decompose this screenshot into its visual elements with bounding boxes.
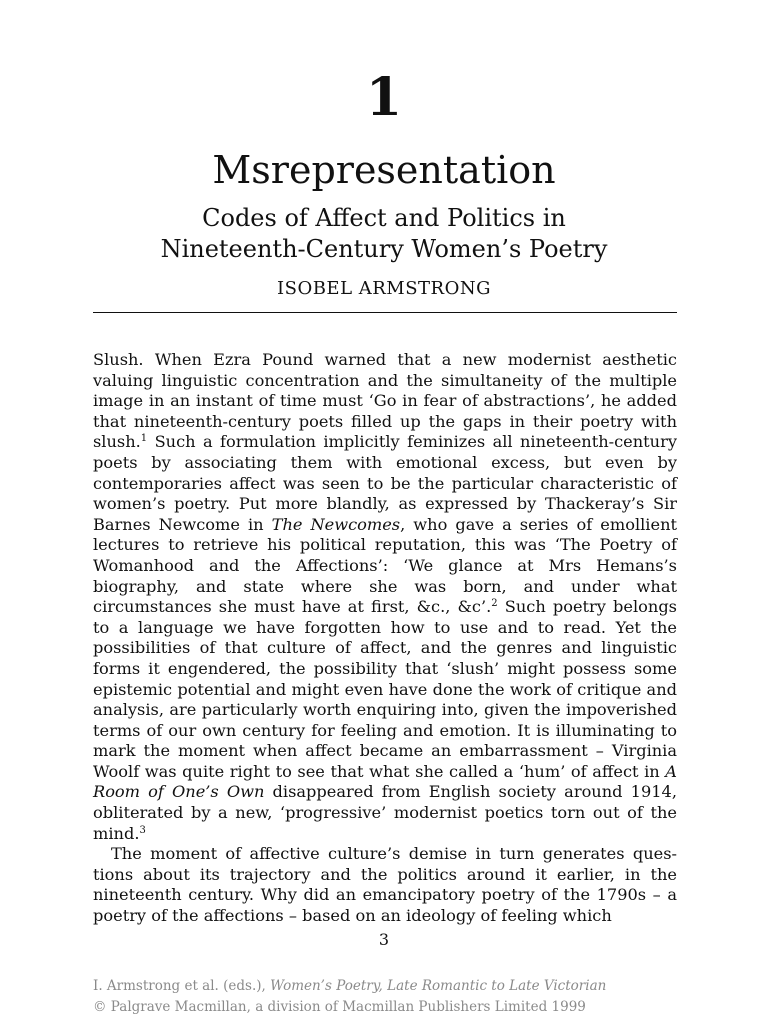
paragraph-1 (93, 350, 677, 844)
text-run: Slush. When Ezra Pound warned that a new modernist aesthetic valuing linguistic concentration and the simultaneity of the multiple image in an instant of time must ‘Go in fear of abstractions’, he added that nineteenth-century poets filled up the gaps in their poetry with slush. (93, 350, 677, 452)
author-name: ISOBEL ARMSTRONG (277, 278, 491, 299)
page-number: 3 (378, 930, 390, 949)
copyright-footer (93, 976, 606, 1018)
book-title: Women’s Poetry, Late Romantic to Late Victorian (270, 978, 607, 994)
footnote-ref-1[interactable]: 1 (140, 433, 148, 445)
subtitle-line-2: Nineteenth-Century Women’s Poetry (160, 235, 608, 263)
text-run: , who gave a series of emollient lectures to retrieve his political reputation, this was ‘The Poetry of Womanhood and the Affections’: ‘We glance at Mrs Hemans’s biography, and state where she was born, and under what circumstances she must have at first, &c., &c’. (93, 514, 677, 617)
chapter-title: Msrepresentation (212, 148, 556, 192)
text-run: disappeared from English society around 1914, obliterated by a new, ‘progressive’ modernist poetics torn out of the mind. (93, 782, 677, 843)
paragraph-2: The moment of affective culture’s demise in turn generates questions about its trajectory and the politics around it earlier, in the nineteenth century. Why did an emancipatory poetry of the 1790s – a poetry of the affections – based on an ideology of feeling which (93, 844, 677, 926)
title-a-room-of-ones-own: A Room of One’s Own (93, 761, 677, 802)
citation-line (93, 976, 606, 997)
text-run: Such poetry belongs to a language we have forgotten how to use and to read. Yet the possibilities of that culture of affect, and the genres and linguistic forms it engendered, the possibility that ‘slush’ might possess some epistemic potential and might even have done the work of critique and analysis, are particularly worth enquiring into, given the impoverished terms of our own century for feeling and emotion. It is illuminating to mark the moment when affect became an embarrassment – Virginia Woolf was quite right to see that what she called a ‘hum’ of affect in (93, 597, 677, 781)
text-run: Such a formulation implicitly feminizes all nineteenth-century poets by associating them with emotional excess, but even by contemporaries affect was seen to be the particular characteristic of women’s poetry. Put more blandly, as expressed by Thackeray’s Sir Barnes Newcome in (93, 432, 677, 534)
footnote-ref-3[interactable]: 3 (139, 824, 146, 836)
title-rule (93, 312, 677, 313)
citation-prefix: I. Armstrong et al. (eds.), (93, 978, 271, 994)
subtitle-line-1: Codes of Affect and Politics in (202, 204, 566, 232)
copyright-line: © Palgrave Macmillan, a division of Macmillan Publishers Limited 1999 (93, 999, 586, 1015)
body-text (93, 350, 677, 927)
footnote-ref-2[interactable]: 2 (491, 598, 498, 610)
chapter-number: 1 (365, 67, 403, 128)
title-the-newcomes: The Newcomes (271, 514, 401, 534)
chapter-subtitle (0, 203, 768, 265)
